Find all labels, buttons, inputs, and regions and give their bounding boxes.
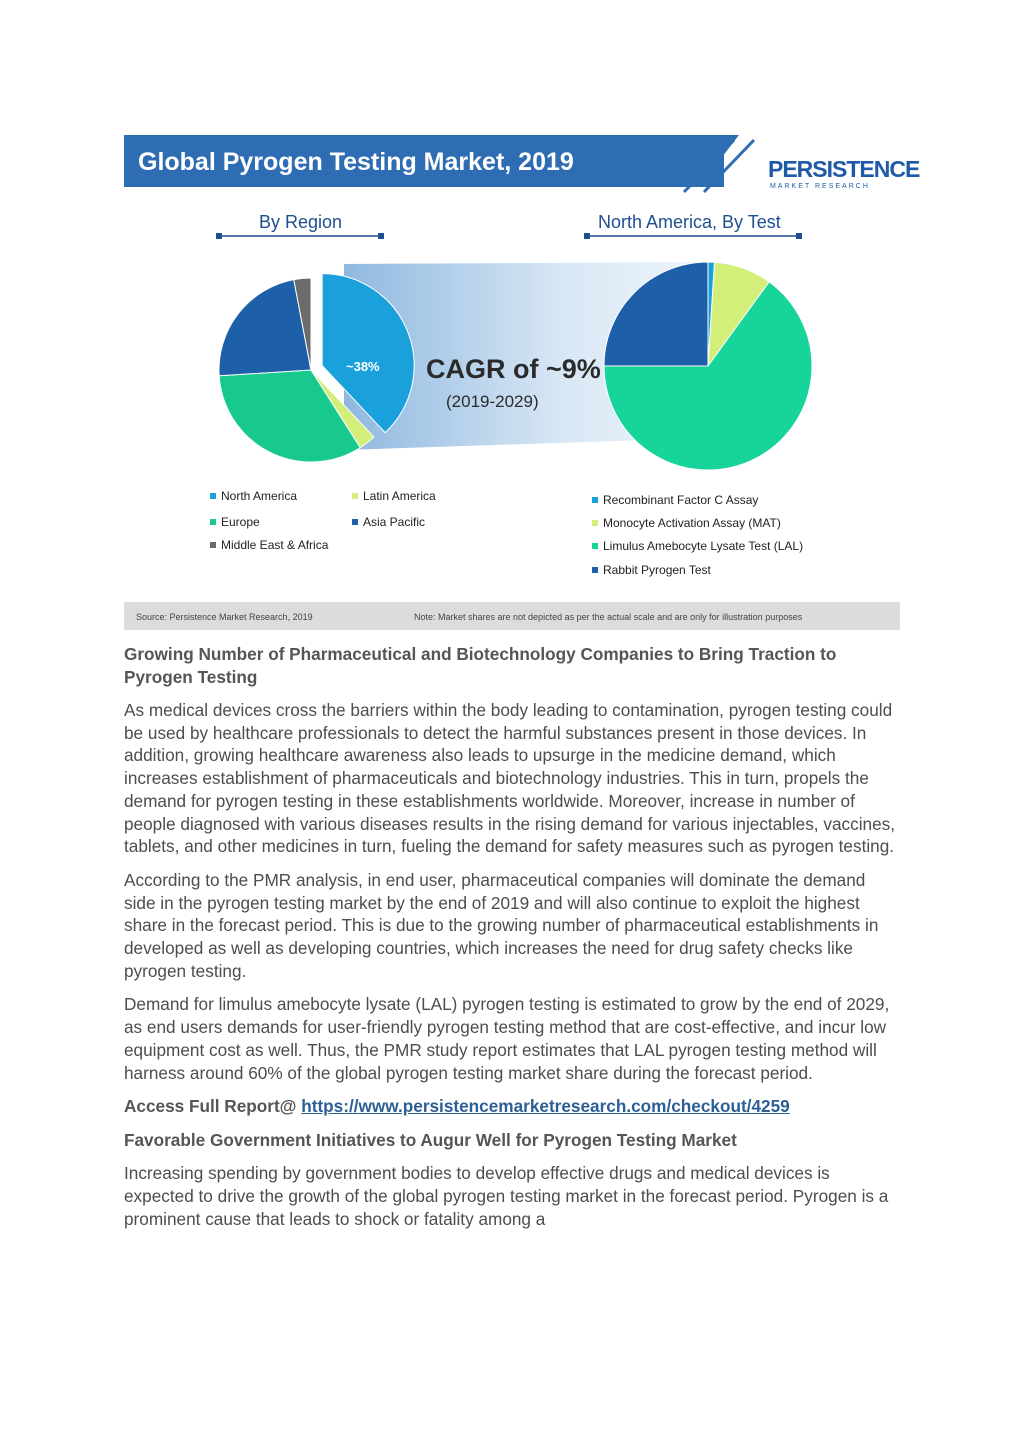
legend-swatch-middle-east-africa — [210, 542, 216, 548]
article — [124, 643, 896, 1241]
legend-label-recombinant-factor-c-assay: Recombinant Factor C Assay — [603, 493, 759, 507]
legend-label-limulus-amebocyte-lysate-test-lal: Limulus Amebocyte Lysate Test (LAL) — [603, 539, 804, 553]
legend-swatch-monocyte-activation-assay-mat — [592, 520, 598, 526]
source-text: Source: Persistence Market Research, 2019 — [136, 612, 313, 622]
legend-swatch-europe — [210, 519, 216, 525]
access-full-report — [124, 1095, 896, 1118]
test-heading: North America, By Test — [598, 212, 781, 232]
cagr-text: CAGR of ~9% — [426, 354, 601, 384]
brand-logo-sub: MARKET RESEARCH — [770, 183, 870, 190]
paragraph-medical-devices: As medical devices cross the barriers within the body leading to contamination, pyrogen testing could be used by healthcare professionals to detect the harmful substances present in those devices. In addition, growing healthcare awareness also leads to upsurge in the medicine demand, which increases establishment of pharmaceuticals and biotechnology industries. This in turn, propels the demand for pyrogen testing in these establishments worldwide. Moreover, increase in number of people diagnosed with various diseases results in the rising demand for various injectables, vaccines, tablets, and other medicines in turn, fueling the demand for safety measures such as pyrogen testing. — [124, 700, 895, 857]
test-legend — [592, 493, 803, 577]
region-rule-dot-left — [216, 233, 222, 239]
infographic-title: Global Pyrogen Testing Market, 2019 — [138, 148, 574, 176]
legend-swatch-rabbit-pyrogen-test — [592, 567, 598, 573]
note-text: Note: Market shares are not depicted as per the actual scale and are only for illustration purposes — [414, 612, 803, 622]
access-label: Access Full Report@ — [124, 1096, 297, 1117]
paragraph-government-spending: Increasing spending by government bodies to develop effective drugs and medical devices is expected to drive the growth of the global pyrogen testing market in the forecast period. Pyrogen is a prominent cause that leads to shock or fatality among a — [124, 1163, 889, 1229]
region-legend — [210, 489, 436, 552]
infographic — [124, 132, 920, 630]
section-heading-growing-number: Growing Number of Pharmaceutical and Biotechnology Companies to Bring Traction to Pyrogen Testing — [124, 644, 837, 687]
test-rule-dot-left — [584, 233, 590, 239]
legend-swatch-recombinant-factor-c-assay — [592, 497, 598, 503]
legend-label-latin-america: Latin America — [363, 489, 436, 503]
legend-label-europe: Europe — [221, 515, 260, 529]
cagr-period: (2019-2029) — [446, 392, 539, 411]
legend-label-north-america: North America — [221, 489, 298, 503]
test-rule-dot-right — [796, 233, 802, 239]
legend-label-monocyte-activation-assay-mat: Monocyte Activation Assay (MAT) — [603, 516, 781, 530]
brand-logo: PERSISTENCE — [768, 156, 920, 182]
paragraph-lal-demand: Demand for limulus amebocyte lysate (LAL) pyrogen testing is estimated to grow by the end of 2029, as end users demands for user-friendly pyrogen testing method that are cost-effective, and incur low equipment cost as well. Thus, the PMR study report estimates that LAL pyrogen testing method will harness around 60% of the global pyrogen testing market share during the forecast period. — [124, 994, 890, 1083]
access-report-link[interactable]: https://www.persistencemarketresearch.com/checkout/4259 — [301, 1096, 790, 1117]
region-rule-dot-right — [378, 233, 384, 239]
legend-label-rabbit-pyrogen-test: Rabbit Pyrogen Test — [603, 563, 711, 577]
legend-swatch-asia-pacific — [352, 519, 358, 525]
infographic-graphic — [124, 132, 920, 630]
legend-swatch-limulus-amebocyte-lysate-test-lal — [592, 543, 598, 549]
north-america-share-label: ~38% — [346, 359, 380, 374]
region-heading: By Region — [259, 212, 343, 232]
legend-label-middle-east-africa: Middle East & Africa — [221, 538, 329, 552]
legend-swatch-latin-america — [352, 493, 358, 499]
legend-swatch-north-america — [210, 493, 216, 499]
test-pie — [604, 262, 812, 470]
paragraph-pmr-analysis: According to the PMR analysis, in end user, pharmaceutical companies will dominate the demand side in the pyrogen testing market by the end of 2019 and will also continue to exploit the highest share in the forecast period. This is due to the growing number of pharmaceutical establishments in developed as well as developing countries, which increases the need for drug safety checks like pyrogen testing. — [124, 869, 879, 981]
section-heading-government: Favorable Government Initiatives to Augur Well for Pyrogen Testing Market — [124, 1129, 737, 1150]
legend-label-asia-pacific: Asia Pacific — [363, 515, 426, 529]
